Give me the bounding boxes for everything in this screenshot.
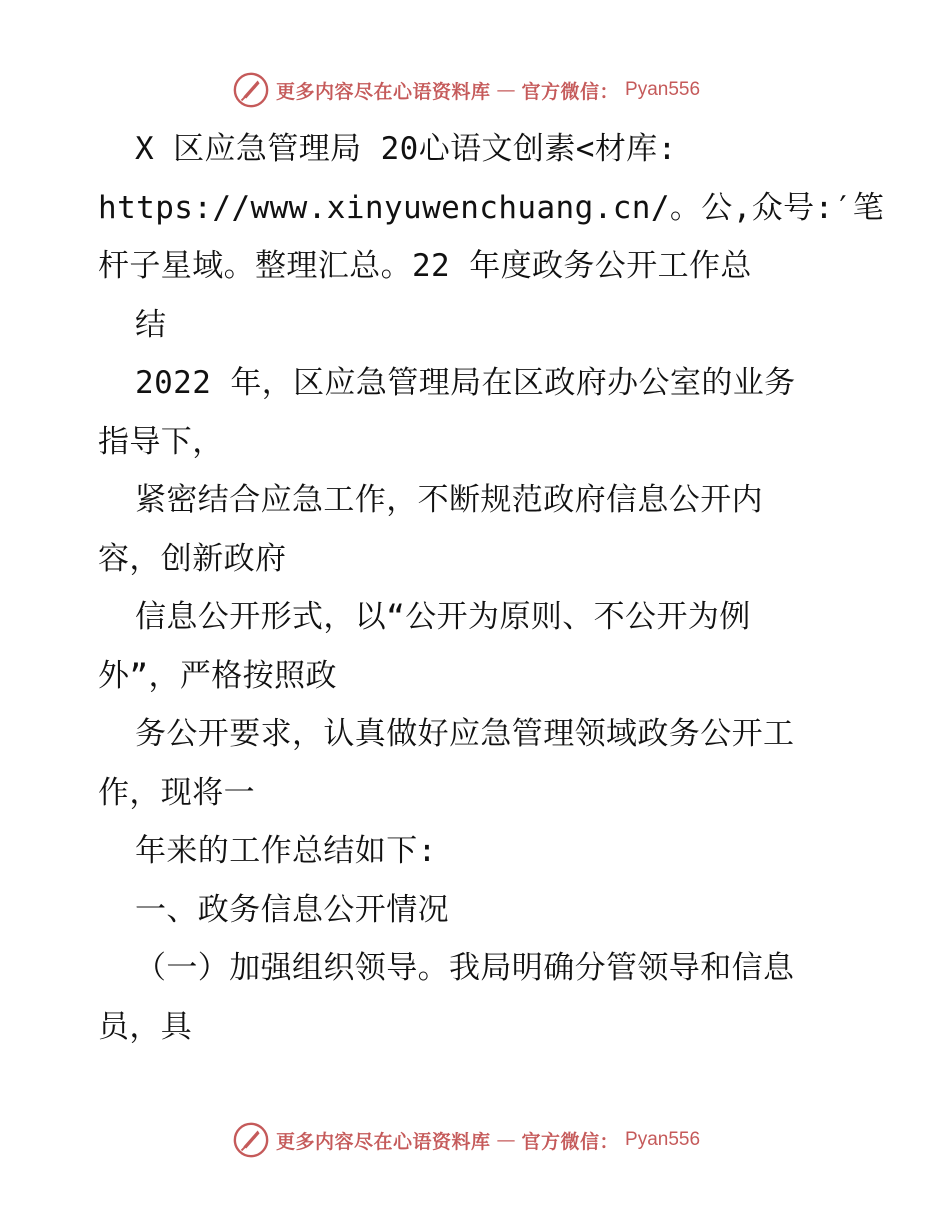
- text-line: 指导下，: [98, 423, 224, 460]
- banner-separator: —: [496, 1129, 516, 1151]
- text-line: 作，现将一: [98, 774, 255, 811]
- text-line: https://www.xinyuwenchuang.cn/。公,众号:′笔: [98, 189, 885, 226]
- header-watermark-banner: [232, 70, 712, 110]
- quill-logo-icon: [232, 71, 270, 109]
- document-body: [98, 120, 885, 1056]
- banner-separator: —: [496, 79, 516, 101]
- text-line: 容，创新政府: [98, 540, 287, 577]
- quill-logo-icon: [232, 1121, 270, 1159]
- wechat-label: 官方微信：: [521, 1130, 620, 1153]
- text-line: （一）加强组织领导。我局明确分管领导和信息: [135, 950, 795, 986]
- text-line: 信息公开形式，以“公开为原则、不公开为例: [135, 599, 751, 635]
- text-line: 紧密结合应急工作，不断规范政府信息公开内: [135, 482, 763, 518]
- wechat-id: Pyan556: [625, 79, 701, 100]
- text-line: 员，具: [98, 1008, 193, 1045]
- wechat-id: Pyan556: [625, 1129, 701, 1150]
- text-line: 杆子星域。整理汇总。22 年度政务公开工作总: [98, 248, 752, 284]
- footer-watermark-banner: [232, 1120, 712, 1160]
- text-line: 一、政务信息公开情况: [135, 891, 449, 928]
- text-line: 2022 年，区应急管理局在区政府办公室的业务: [135, 365, 796, 401]
- text-line: 务公开要求，认真做好应急管理领域政务公开工: [135, 716, 795, 752]
- text-line: 结: [135, 306, 167, 343]
- text-line: 外”，严格按照政: [98, 657, 337, 694]
- promo-text: 更多内容尽在心语资料库: [276, 80, 491, 103]
- text-line: 年来的工作总结如下:: [135, 833, 437, 869]
- wechat-label: 官方微信：: [521, 80, 620, 103]
- text-line: X 区应急管理局 20心语文创素<材库:: [135, 131, 677, 167]
- promo-text: 更多内容尽在心语资料库: [276, 1130, 491, 1153]
